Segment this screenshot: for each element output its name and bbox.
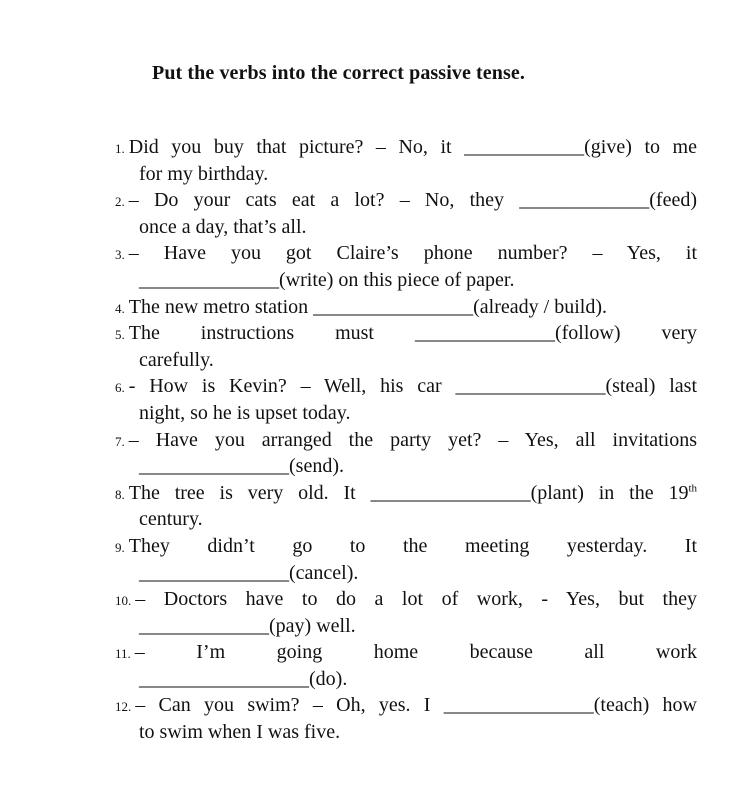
item-continuation: _____________(pay) well. bbox=[139, 614, 356, 637]
item-text: – Doctors have to do a lot of work, - Yes, but they bbox=[135, 588, 697, 611]
item-text: – I’m going home because all work bbox=[134, 641, 697, 664]
item-continuation: _________________(do). bbox=[139, 667, 348, 690]
item-number: 8. bbox=[115, 486, 125, 502]
exercise-item-2 bbox=[115, 187, 697, 240]
exercise-item-10 bbox=[115, 586, 697, 639]
item-number: 3. bbox=[115, 247, 125, 263]
item-number: 1. bbox=[115, 141, 125, 156]
item-number: 5. bbox=[115, 327, 125, 343]
item-continuation: night, so he is upset today. bbox=[139, 401, 351, 424]
exercise-list bbox=[115, 134, 697, 746]
item-number: 4. bbox=[115, 300, 125, 316]
item-text: - How is Kevin? – Well, his car _______________(steal) last bbox=[128, 375, 697, 398]
exercise-item-7 bbox=[115, 427, 697, 480]
item-text: – Do your cats eat a lot? – No, they _____________(feed) bbox=[128, 189, 697, 212]
item-number: 10. bbox=[115, 593, 132, 609]
item-continuation: for my birthday. bbox=[139, 162, 269, 185]
item-text: They didn’t go to the meeting yesterday. It bbox=[128, 534, 697, 557]
exercise-item-5 bbox=[115, 320, 697, 373]
item-number: 2. bbox=[115, 194, 125, 210]
item-number: 12. bbox=[115, 699, 132, 715]
exercise-item-6 bbox=[115, 373, 697, 426]
item-text: – Have you got Claire’s phone number? – Yes, it bbox=[128, 242, 697, 265]
exercise-item-8 bbox=[115, 480, 697, 533]
exercise-item-12 bbox=[115, 692, 697, 745]
item-text: The tree is very old. It ________________(plant) in the 19 bbox=[128, 481, 689, 504]
item-text: The new metro station ________________(already / build). bbox=[128, 295, 607, 318]
item-text: – Have you arranged the party yet? – Yes, all invitations bbox=[128, 428, 697, 451]
item-continuation: once a day, that’s all. bbox=[139, 215, 307, 238]
item-continuation: century. bbox=[139, 508, 203, 531]
item-text: The instructions must ______________(follow) very bbox=[128, 322, 697, 345]
item-number: 7. bbox=[115, 433, 125, 449]
item-continuation: _______________(cancel). bbox=[139, 561, 359, 584]
item-continuation: carefully. bbox=[139, 348, 214, 371]
exercise-item-11 bbox=[115, 639, 697, 692]
ordinal-suffix: th bbox=[688, 482, 697, 495]
item-number: 11. bbox=[115, 646, 131, 662]
item-text: – Can you swim? – Oh, yes. I _______________(teach) how bbox=[135, 694, 697, 717]
item-number: 9. bbox=[115, 539, 125, 555]
exercise-item-3 bbox=[115, 240, 697, 293]
item-number: 6. bbox=[115, 380, 125, 396]
exercise-item-1 bbox=[115, 134, 697, 187]
worksheet-title: Put the verbs into the correct passive tense. bbox=[152, 62, 525, 84]
item-text: Did you buy that picture? – No, it ____________(give) to me bbox=[128, 136, 697, 158]
item-continuation: to swim when I was five. bbox=[139, 721, 341, 744]
exercise-item-4 bbox=[115, 294, 697, 321]
exercise-item-9 bbox=[115, 533, 697, 586]
item-continuation: _______________(send). bbox=[139, 455, 344, 478]
item-continuation: ______________(write) on this piece of paper. bbox=[139, 268, 515, 291]
